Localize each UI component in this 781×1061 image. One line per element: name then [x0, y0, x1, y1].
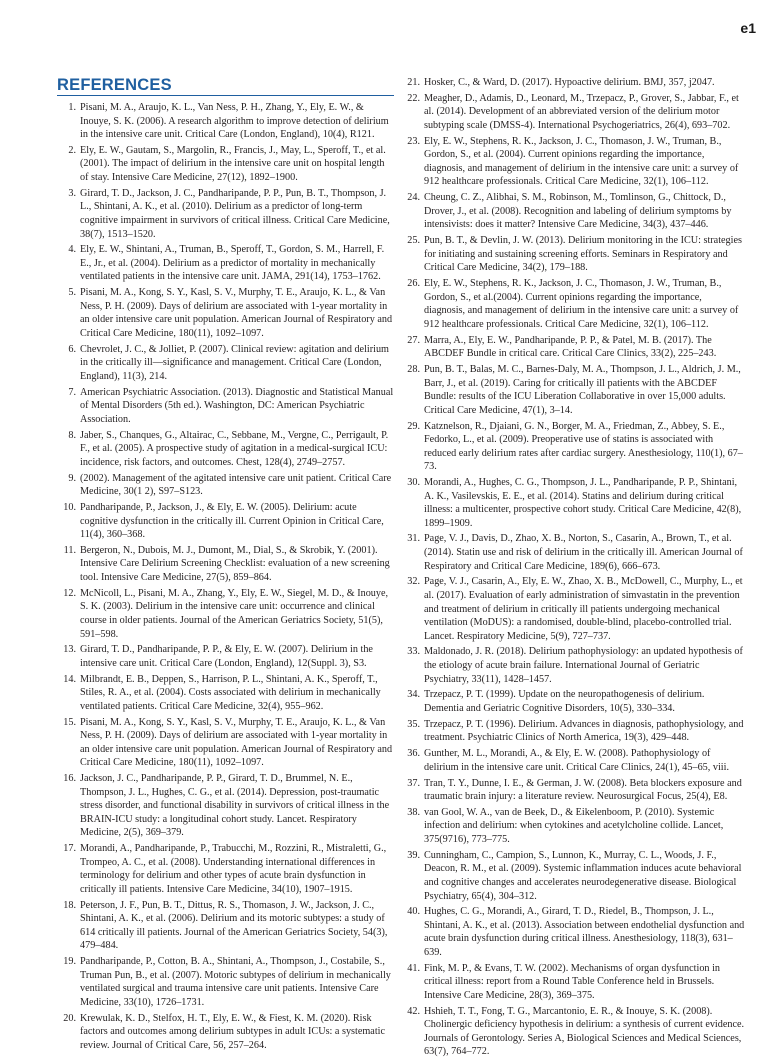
reference-text: Pun, B. T., & Devlin, J. W. (2013). Delirium monitoring in the ICU: strategies for initiating and sustaining screening efforts. Seminars in Respiratory and Critical Care Medicine, 34(2), 179–188. — [424, 235, 742, 274]
reference-item — [401, 962, 745, 1003]
reference-item — [401, 476, 745, 530]
reference-item — [401, 76, 745, 90]
reference-item — [57, 472, 394, 499]
reference-item — [401, 135, 745, 189]
reference-number: 1. — [68, 102, 76, 113]
reference-number: 14. — [63, 673, 76, 685]
reference-item — [57, 544, 394, 585]
reference-text: Pisani, M. A., Araujo, K. L., Van Ness, P. H., Zhang, Y., Ely, E. W., & Inouye, S. K. (2006). A research algorithm to improve detection of delirium in the intensive care unit. Critical Care (London, England), 10(4), R121. — [80, 102, 389, 141]
reference-number: 29. — [407, 420, 420, 432]
reference-text: Girard, T. D., Jackson, J. C., Pandharipande, P. P., Pun, B. T., Thompson, J. L., Shintani, A. K., et al. (2010). Delirium as a predictor of long-term cognitive impairment in survivors of critical illness. Critical Care Medicine, 38(7), 1513–1520. — [80, 187, 390, 240]
reference-item — [401, 1005, 745, 1059]
reference-number: 15. — [63, 716, 76, 728]
reference-text: Cunningham, C., Campion, S., Lunnon, K., Murray, C. L., Woods, J. F., Deacon, R. M., et al. (2009). Systemic inflammation induces acute behavioral and cognitive changes and accelerates neurodegenerative disease. Biological Psychiatry, 65(4), 304–312. — [424, 849, 742, 902]
reference-text: Pisani, M. A., Kong, S. Y., Kasl, S. V., Murphy, T. E., Araujo, K. L., & Van Ness, P. H. (2009). Days of delirium are associated with 1-year mortality in an older intensive care unit population. American Journal of Respiratory and Critical Care Medicine, 180(11), 1092–1097. — [80, 716, 393, 769]
reference-number: 3. — [68, 187, 76, 199]
reference-text: Fink, M. P., & Evans, T. W. (2002). Mechanisms of organ dysfunction in critical illness: report from a Round Table Conference held in Brussels. Intensive Care Medicine, 28(3), 369–375. — [424, 962, 720, 1001]
reference-number: 20. — [63, 1012, 76, 1024]
reference-item — [57, 286, 394, 340]
reference-text: Trzepacz, P. T. (1996). Delirium. Advances in diagnosis, pathophysiology, and treatment. Psychiatric Clinics of North America, 19(3), 429–448. — [424, 718, 744, 744]
reference-number: 35. — [407, 718, 420, 730]
reference-number: 42. — [407, 1005, 420, 1017]
references-list-right — [401, 76, 745, 1061]
reference-number: 38. — [407, 806, 420, 818]
reference-text: Ely, E. W., Gautam, S., Margolin, R., Francis, J., May, L., Speroff, T., et al. (2001). The impact of delirium in the intensive care unit on hospital length of stay. Intensive Care Medicine, 27(12), 1892–1900. — [80, 144, 386, 184]
reference-item — [57, 587, 394, 641]
reference-item — [57, 643, 394, 670]
reference-item — [401, 645, 745, 686]
reference-number: 40. — [407, 906, 420, 918]
references-heading: REFERENCES — [57, 76, 172, 94]
reference-text: Milbrandt, E. B., Deppen, S., Harrison, P. L., Shintani, A. K., Speroff, T., Stiles, R. A., et al. (2004). Costs associated with delirium in mechanically ventilated patients. Critical Care Medicine, 32(4), 955–962. — [80, 673, 381, 712]
reference-number: 31. — [407, 533, 420, 545]
reference-text: Gunther, M. L., Morandi, A., & Ely, E. W. (2008). Pathophysiology of delirium in the intensive care unit. Critical Care Clinics, 24(1), 45–65, viii. — [424, 748, 729, 773]
reference-item — [57, 501, 394, 542]
reference-text: Hosker, C., & Ward, D. (2017). Hypoactive delirium. BMJ, 357, j2047. — [424, 77, 715, 88]
reference-text: Ely, E. W., Shintani, A., Truman, B., Speroff, T., Gordon, S. M., Harrell, F. E., Jr., et al. (2004). Delirium as a predictor of mortality in mechanically ventilated patients in the intensive care unit. JAMA, 291(14), 1753–1762. — [80, 244, 385, 283]
reference-text: Girard, T. D., Pandharipande, P. P., & Ely, E. W. (2007). Delirium in the intensive care unit. Critical Care (London, England), 12(Suppl. 3), S3. — [80, 644, 373, 669]
reference-number: 6. — [68, 343, 76, 355]
reference-number: 26. — [407, 278, 420, 290]
reference-number: 10. — [63, 501, 76, 513]
reference-text: Morandi, A., Hughes, C. G., Thompson, J. L., Pandharipande, P. P., Shintani, A. K., Vasilevskis, E. E., et al. (2014). Statins and delirium during critical illness: a multicenter, prospective cohort study. Critical Care Medicine, 42(8), 1899–1909. — [424, 476, 742, 529]
reference-item — [57, 772, 394, 840]
reference-item — [401, 777, 745, 804]
reference-text: Page, V. J., Casarin, A., Ely, E. W., Zhao, X. B., McDowell, C., Murphy, L., et al. (2017). Evaluation of early administration of simvastatin in the prevention and treatment of delirium in critically ill patients undergoing mechanical ventilation (MoDUS): a randomised, double-blind, placebo-controlled trial. Lancet. Respiratory Medicine, 5(9), 727–737. — [424, 576, 743, 642]
reference-item — [57, 144, 394, 185]
reference-text: (2002). Management of the agitated intensive care unit patient. Critical Care Medicine, 30(1 2), S97–S123. — [80, 472, 392, 498]
reference-number: 27. — [407, 334, 420, 346]
reference-number: 32. — [407, 576, 420, 588]
reference-number: 11. — [63, 544, 76, 556]
reference-text: Maldonado, J. R. (2018). Delirium pathophysiology: an updated hypothesis of the etiology of acute brain failure. International Journal of Geriatric Psychiatry, 33(11), 1428–1457. — [424, 646, 743, 685]
reference-item — [401, 191, 745, 232]
reference-number: 25. — [407, 235, 420, 247]
reference-number: 36. — [407, 748, 420, 760]
reference-item — [57, 386, 394, 427]
reference-item — [57, 899, 394, 953]
reference-number: 41. — [407, 962, 420, 974]
reference-number: 23. — [407, 135, 420, 147]
reference-number: 30. — [407, 476, 420, 488]
reference-text: Ely, E. W., Stephens, R. K., Jackson, J. C., Thomason, J. W., Truman, B., Gordon, S., et al.(2004). Current opinions regarding the importance, diagnosis, and management of delirium in the intensive care unit: a survey of 912 healthcare professionals. Critical Care Medicine, 32(1), 106–112. — [424, 278, 739, 330]
reference-text: American Psychiatric Association. (2013). Diagnostic and Statistical Manual of Mental Disorders (5th ed.). Washington, DC: American Psychiatric Association. — [80, 386, 394, 425]
reference-number: 8. — [68, 429, 76, 441]
reference-text: Bergeron, N., Dubois, M. J., Dumont, M., Dial, S., & Skrobik, Y. (2001). Intensive Care Delirium Screening Checklist: evaluation of a new screening tool. Intensive Care Medicine, 27(5), 859–864. — [80, 544, 390, 584]
reference-item — [401, 806, 745, 847]
reference-text: Cheung, C. Z., Alibhai, S. M., Robinson, M., Tomlinson, G., Chittock, D., Drover, J., et al. (2008). Recognition and labeling of delirium symptoms by intensivists: does it matter? Intensive Care Medicine, 34(3), 437–446. — [424, 192, 732, 231]
reference-number: 39. — [407, 849, 420, 861]
reference-number: 13. — [63, 644, 76, 656]
references-list-left — [57, 101, 394, 1055]
reference-item — [401, 420, 745, 474]
reference-number: 4. — [68, 244, 76, 256]
reference-number: 28. — [407, 364, 420, 376]
reference-item — [57, 1012, 394, 1053]
reference-text: Trzepacz, P. T. (1999). Update on the neuropathogenesis of delirium. Dementia and Geriatric Cognitive Disorders, 10(5), 330–334. — [424, 689, 705, 714]
reference-text: Marra, A., Ely, E. W., Pandharipande, P. P., & Patel, M. B. (2017). The ABCDEF Bundle in critical care. Critical Care Clinics, 33(2), 225–243. — [424, 334, 717, 360]
reference-item — [401, 905, 745, 959]
reference-text: Hshieh, T. T., Fong, T. G., Marcantonio, E. R., & Inouye, S. K. (2008). Cholinergic deficiency hypothesis in delirium: a synthesis of current evidence. Journals of Gerontology. Series A, Biological Sciences and Medical Sciences, 63(7), 764–772. — [424, 1005, 745, 1058]
reference-number: 5. — [68, 287, 76, 299]
reference-item — [401, 363, 745, 417]
reference-item — [57, 429, 394, 470]
reference-item — [57, 673, 394, 714]
reference-text: Katznelson, R., Djaiani, G. N., Borger, M. A., Friedman, Z., Abbey, S. E., Fedorko, L., et al. (2009). Preoperative use of statins is associated with reduced early delirium rates after cardiac surgery. Anesthesiology, 110(1), 67–73. — [424, 420, 743, 473]
reference-item — [401, 575, 745, 643]
reference-item — [57, 716, 394, 770]
reference-text: Jaber, S., Chanques, G., Altairac, C., Sebbane, M., Vergne, C., Perrigault, P. F., et al. (2005). A prospective study of agitation in a medical-surgical ICU: incidence, risk factors, and outcomes. Chest, 128(4), 2749–2757. — [80, 429, 389, 468]
reference-item — [57, 101, 394, 142]
reference-number: 33. — [407, 646, 420, 658]
reference-number: 24. — [407, 192, 420, 204]
page-number: e1 — [740, 20, 756, 36]
reference-text: Meagher, D., Adamis, D., Leonard, M., Trzepacz, P., Grover, S., Jabbar, F., et al. (2014). Development of an abbreviated version of the delirium motor subtyping scale (DMSS-4). International Psychogeriatrics, 26(4), 693–702. — [424, 92, 739, 131]
reference-text: Page, V. J., Davis, D., Zhao, X. B., Norton, S., Casarin, A., Brown, T., et al. (2014). Statin use and risk of delirium in the critically ill. American Journal of Respiratory and Critical Care Medicine, 189(6), 666–673. — [424, 533, 743, 572]
reference-number: 21. — [407, 77, 420, 88]
reference-number: 12. — [63, 587, 76, 599]
reference-item — [401, 532, 745, 573]
reference-item — [401, 277, 745, 331]
reference-text: Tran, T. Y., Dunne, I. E., & German, J. W. (2008). Beta blockers exposure and traumatic brain injury: a literature review. Neurosurgical Focus, 25(4), E8. — [424, 777, 742, 803]
heading-divider — [57, 95, 394, 96]
reference-number: 22. — [407, 92, 420, 104]
reference-text: Krewulak, K. D., Stelfox, H. T., Ely, E. W., & Fiest, K. M. (2020). Risk factors and outcomes among delirium subtypes in adult ICUs: a systematic review. Journal of Critical Care, 56, 257–264. — [80, 1012, 385, 1051]
reference-text: van Gool, W. A., van de Beek, D., & Eikelenboom, P. (2010). Systemic infection and delirium: when cytokines and acetylcholine collide. Lancet, 375(9716), 773–775. — [424, 806, 724, 846]
reference-number: 18. — [63, 899, 76, 911]
reference-text: Peterson, J. F., Pun, B. T., Dittus, R. S., Thomason, J. W., Jackson, J. C., Shintani, A. K., et al. (2006). Delirium and its motoric subtypes: a study of 614 critically ill patients. Journal of the American Geriatrics Society, 54(3), 479–484. — [80, 899, 388, 952]
reference-item — [57, 955, 394, 1009]
reference-number: 16. — [63, 773, 76, 785]
reference-text: McNicoll, L., Pisani, M. A., Zhang, Y., Ely, E. W., Siegel, M. D., & Inouye, S. K. (2003). Delirium in the intensive care unit: occurrence and clinical course in older patients. Journal of the American Geriatrics Society, 51(5), 591–598. — [80, 587, 389, 640]
reference-item — [401, 849, 745, 903]
reference-text: Pandharipande, P., Cotton, B. A., Shintani, A., Thompson, J., Costabile, S., Truman Pun, B., et al. (2007). Motoric subtypes of delirium in mechanically ventilated surgical and trauma intensive care unit patients. Intensive Care Medicine, 33(10), 1726–1731. — [80, 956, 391, 1008]
reference-item — [57, 243, 394, 284]
reference-text: Morandi, A., Pandharipande, P., Trabucchi, M., Rozzini, R., Mistraletti, G., Trompeo, A. C., et al. (2008). Understanding international differences in terminology for delirium and other types of acute brain dysfunction in critically ill patients. Intensive Care Medicine, 34(10), 1907–1915. — [80, 843, 387, 895]
reference-item — [401, 92, 745, 133]
reference-text: Ely, E. W., Stephens, R. K., Jackson, J. C., Thomason, J. W., Truman, B., Gordon, S., et al. (2004). Current opinions regarding the importance, diagnosis, and management of delirium in the intensive care unit: a survey of 912 healthcare professionals. Critical Care Medicine, 32(1), 106–112. — [424, 135, 739, 188]
reference-item — [401, 688, 745, 715]
reference-number: 7. — [68, 386, 76, 398]
reference-item — [57, 842, 394, 896]
reference-number: 17. — [63, 843, 76, 855]
reference-text: Chevrolet, J. C., & Jolliet, P. (2007). Clinical review: agitation and delirium in the critically ill—significance and management. Critical Care (London, England), 11(3), 214. — [80, 343, 389, 382]
reference-item — [401, 747, 745, 774]
reference-number: 37. — [407, 777, 420, 789]
reference-number: 34. — [407, 689, 420, 701]
reference-number: 9. — [68, 472, 76, 484]
reference-number: 19. — [63, 956, 76, 968]
reference-item — [401, 234, 745, 275]
reference-text: Pun, B. T., Balas, M. C., Barnes-Daly, M. A., Thompson, J. L., Aldrich, J. M., Barr, J., et al. (2019). Caring for critically ill patients with the ABCDEF Bundle: results of the ICU Liberation Collaborative in over 15,000 adults. Critical Care Medicine, 47(1), 3–14. — [424, 364, 741, 416]
reference-item — [401, 334, 745, 361]
reference-item — [401, 718, 745, 745]
reference-text: Jackson, J. C., Pandharipande, P. P., Girard, T. D., Brummel, N. E., Thompson, J. L., Hughes, C. G., et al. (2014). Depression, post-traumatic stress disorder, and functional disability in survivors of critical illness in the BRAIN-ICU study: a longitudinal cohort study. Lancet. Respiratory Medicine, 2(5), 369–379. — [80, 773, 390, 839]
reference-text: Pandharipande, P., Jackson, J., & Ely, E. W. (2005). Delirium: acute cognitive dysfunction in the critically ill. Current Opinion in Critical Care, 11(4), 360–368. — [80, 501, 384, 541]
reference-text: Pisani, M. A., Kong, S. Y., Kasl, S. V., Murphy, T. E., Araujo, K. L., & Van Ness, P. H. (2009). Days of delirium are associated with 1-year mortality in an older intensive care unit population. American Journal of Respiratory and Critical Care Medicine, 180(11), 1092–1097. — [80, 287, 393, 339]
reference-item — [57, 343, 394, 384]
reference-text: Hughes, C. G., Morandi, A., Girard, T. D., Riedel, B., Thompson, J. L., Shintani, A. K., et al. (2013). Association between endothelial dysfunction and acute brain dysfunction during critical illness. Anesthesiology, 118(3), 631–639. — [424, 906, 745, 958]
reference-number: 2. — [68, 144, 76, 156]
reference-item — [57, 187, 394, 241]
